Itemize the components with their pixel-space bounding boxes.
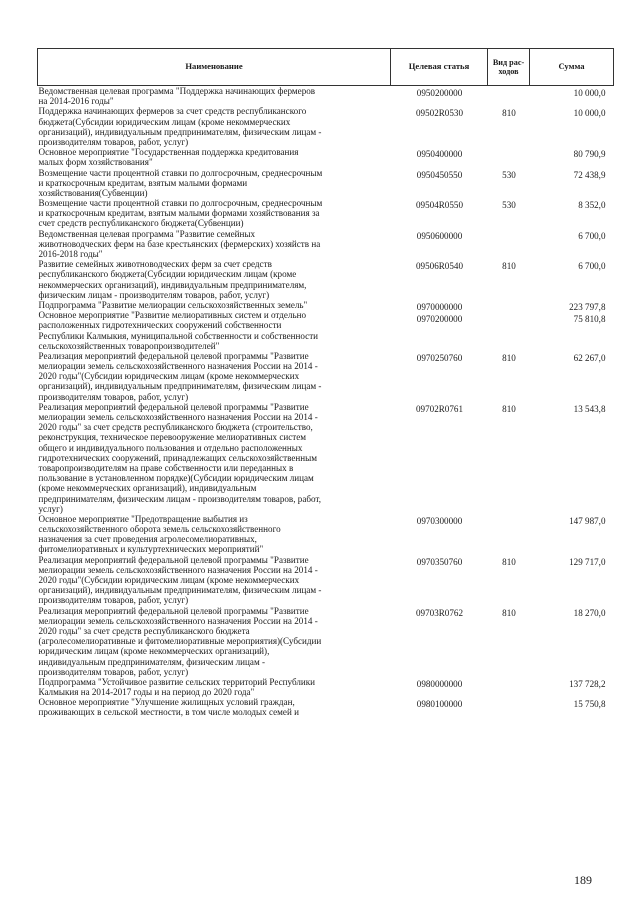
row-name-line: республиканского бюджета(Субсидии юридическим лицам (кроме — [38, 269, 297, 280]
table-header-row — [38, 49, 614, 86]
row-name-line: и краткосрочным кредитам, взятым малыми формами — [38, 177, 248, 188]
cell-kind — [488, 198, 530, 229]
row-sum: 8 352,0 — [578, 200, 606, 211]
cell-code — [391, 259, 488, 300]
row-name-line: бюджета(Субсидии юридическим лицам (кроме некоммерческих — [38, 116, 291, 127]
row-expense-type: 810 — [502, 607, 516, 618]
row-name-line: Подпрограмма "Развитие мелиорации сельскохозяйственных земель" — [38, 299, 308, 310]
table-row — [38, 606, 614, 677]
cell-kind — [488, 697, 530, 717]
row-target-article: 0950450550 — [416, 169, 463, 180]
row-name-line: Основное мероприятие "Улучшение жилищных условий граждан, — [38, 697, 295, 708]
row-name-line: Ведомственная целевая программа "Поддержка начинающих фермеров — [38, 86, 316, 96]
cell-sum — [530, 168, 614, 199]
table-row — [38, 677, 614, 697]
row-expense-type: 810 — [502, 108, 516, 119]
cell-sum — [530, 198, 614, 229]
cell-kind — [488, 168, 530, 199]
row-name-line: Реализация мероприятий федеральной целевой программы "Развитие — [38, 605, 309, 616]
cell-sum — [530, 259, 614, 300]
cell-code — [391, 555, 488, 606]
cell-code — [391, 606, 488, 677]
row-name-line: организаций), индивидуальным предпринимателям, физическим лицам - — [38, 585, 322, 596]
row-name-line: Подпрограмма "Устойчивое развитие сельских территорий Республики — [38, 676, 316, 687]
row-name-line: реконструкция, техническое перевооружение мелиоративных систем — [38, 432, 307, 443]
table-body — [38, 86, 614, 718]
row-name-line: индивидуальным предпринимателям, физическим лицам - — [38, 656, 266, 667]
row-sum: 6 700,0 — [578, 261, 606, 272]
cell-name — [38, 697, 391, 717]
row-target-article: 09702R0761 — [416, 403, 463, 414]
cell-name — [38, 677, 391, 697]
row-expense-type: 810 — [502, 403, 516, 414]
row-target-article: 09506R0540 — [416, 261, 463, 272]
row-name-line: организаций), индивидуальным предпринимателям, физическим лицам - — [38, 126, 322, 137]
row-name-line: хозяйствования(Субвенции) — [38, 187, 148, 198]
row-target-article: 0970300000 — [416, 515, 463, 526]
row-name-line: Основное мероприятие "Предотвращение выбытия из — [38, 513, 248, 524]
row-target-article: 0970000000 — [416, 301, 463, 312]
cell-name — [38, 229, 391, 260]
row-name-line: расположенных гидротехнических сооружений собственности — [38, 320, 282, 331]
cell-sum — [530, 147, 614, 167]
cell-name — [38, 300, 391, 351]
row-name-line: производителям товаров, работ, услуг) — [38, 391, 189, 402]
cell-sum — [530, 555, 614, 606]
cell-sum — [530, 697, 614, 717]
row-name-line: (кроме некоммерческих организаций), индивидуальным — [38, 483, 257, 494]
table-row — [38, 147, 614, 167]
cell-name — [38, 606, 391, 677]
cell-kind — [488, 555, 530, 606]
row-name-line: физическим лицам - производителям товаров, работ, услуг) — [38, 289, 270, 300]
row-name-line: Реализация мероприятий федеральной целевой программы "Развитие — [38, 350, 309, 361]
cell-kind — [488, 86, 530, 107]
row-name-line: Развитие семейных животноводческих ферм за счет средств — [38, 259, 272, 270]
row-name-line: общего и индивидуального пользования и отдельно расположенных — [38, 442, 303, 453]
table-row — [38, 697, 614, 717]
row-name-line: проживающих в сельской местности, в том числе молодых семей и — [38, 707, 299, 718]
cell-sum — [530, 514, 614, 555]
row-name-line: мелиорации земель сельскохозяйственного назначения России на 2014 - — [38, 361, 318, 372]
header-target-article: Целевая статья — [391, 49, 488, 86]
row-sum: 72 438,9 — [573, 169, 606, 180]
row-name-line: производителям товаров, работ, услуг) — [38, 595, 189, 606]
row-name-line: услуг) — [38, 503, 63, 514]
cell-name — [38, 106, 391, 147]
cell-code — [391, 697, 488, 717]
row-name-line: предпринимателям, физическим лицам - производителям товаров, работ, — [38, 493, 321, 504]
row-expense-type: 810 — [502, 352, 516, 363]
cell-sum — [530, 606, 614, 677]
cell-kind — [488, 514, 530, 555]
budget-table — [37, 48, 614, 718]
row-sum: 137 728,2 — [569, 678, 606, 689]
table-row — [38, 555, 614, 606]
table-row — [38, 86, 614, 107]
row-expense-type: 810 — [502, 556, 516, 567]
cell-kind — [488, 351, 530, 402]
cell-name — [38, 198, 391, 229]
cell-kind — [488, 229, 530, 260]
row-name-line: мелиорации земель сельскохозяйственного назначения России на 2014 - — [38, 564, 318, 575]
row-name-line: Основное мероприятие "Развитие мелиоративных систем и отдельно — [38, 310, 307, 321]
row-sum: 147 987,0 — [569, 515, 606, 526]
row-name-line: Реализация мероприятий федеральной целевой программы "Развитие — [38, 401, 309, 412]
cell-kind — [488, 677, 530, 697]
row-expense-type: 530 — [502, 200, 516, 211]
header-name: Наименование — [38, 49, 391, 86]
cell-kind — [488, 106, 530, 147]
row-name-line: 2020 годы" за счет средств республиканского бюджета — [38, 625, 250, 636]
row-target-article: 0970200000 — [416, 314, 463, 325]
row-name-line: юридическим лицам (кроме некоммерческих организаций), — [38, 646, 270, 657]
row-target-article: 09504R0550 — [416, 200, 463, 211]
row-name-line: мелиорации земель сельскохозяйственного назначения России на 2014 - — [38, 412, 318, 422]
table-row — [38, 168, 614, 199]
row-name-line: товаропроизводителям на праве собственности или переданных в — [38, 462, 294, 473]
cell-sum — [530, 106, 614, 147]
header-sum: Сумма — [530, 49, 614, 86]
cell-code — [391, 86, 488, 107]
cell-sum — [530, 300, 614, 351]
cell-sum — [530, 677, 614, 697]
row-sum: 10 000,0 — [573, 108, 606, 119]
row-name-line: некоммерческих организаций), индивидуальным предпринимателям, — [38, 279, 307, 290]
row-target-article: 0970350760 — [416, 556, 463, 567]
row-sum: 62 267,0 — [573, 352, 606, 363]
row-name-line: животноводческих ферм на базе крестьянских (фермерских) хозяйств на — [38, 238, 321, 249]
row-name-line: производителям товаров, работ, услуг) — [38, 666, 189, 677]
cell-name — [38, 259, 391, 300]
row-name-line: сельскохозяйственных товаропроизводителей" — [38, 340, 220, 351]
row-name-line: Республики Калмыкия, муниципальной собственности и собственности — [38, 330, 319, 341]
row-target-article: 09502R0530 — [416, 108, 463, 119]
row-sum: 15 750,8 — [573, 699, 606, 710]
row-sum: 129 717,0 — [569, 556, 606, 567]
cell-sum — [530, 402, 614, 514]
cell-code — [391, 198, 488, 229]
row-sum: 13 543,8 — [573, 403, 606, 414]
row-name-line: Ведомственная целевая программа "Развитие семейных — [38, 228, 255, 239]
row-name-line: организаций), индивидуальным предпринимателям, физическим лицам - — [38, 381, 322, 392]
row-name-line: (агролесомелиоративные и фитомелиоративные мероприятия)(Субсидии — [38, 636, 322, 647]
row-name-line: малых форм хозяйствования" — [38, 157, 153, 168]
row-sum: 6 700,0 — [578, 230, 606, 241]
cell-kind — [488, 606, 530, 677]
table-row — [38, 514, 614, 555]
table-row — [38, 229, 614, 260]
cell-kind — [488, 259, 530, 300]
row-target-article: 0980100000 — [416, 699, 463, 710]
row-target-article: 09703R0762 — [416, 607, 463, 618]
row-name-line: гидротехнических сооружений, принадлежащих сельскохозяйственным — [38, 452, 318, 463]
header-expense-type — [488, 49, 530, 86]
row-name-line: 2020 годы"(Субсидии юридическим лицам (кроме некоммерческих — [38, 371, 300, 382]
cell-code — [391, 677, 488, 697]
table-row — [38, 300, 614, 351]
cell-kind — [488, 300, 530, 351]
cell-code — [391, 147, 488, 167]
row-target-article: 0970250760 — [416, 352, 463, 363]
row-name-line: сельскохозяйственного оборота земель сельскохозяйственного — [38, 524, 281, 535]
row-name-line: назначения за счет проведения агролесомелиоративных, — [38, 534, 257, 545]
page-number: 189 — [574, 873, 592, 887]
cell-name — [38, 351, 391, 402]
cell-sum — [530, 229, 614, 260]
cell-sum — [530, 86, 614, 107]
row-expense-type: 530 — [502, 169, 516, 180]
row-target-article: 0950400000 — [416, 149, 463, 160]
cell-code — [391, 229, 488, 260]
row-sum: 18 270,0 — [573, 607, 606, 618]
table-row — [38, 402, 614, 514]
cell-code — [391, 300, 488, 351]
row-name-line: Возмещение части процентной ставки по долгосрочным, среднесрочным — [38, 167, 323, 178]
row-name-line: на 2014-2016 годы" — [38, 96, 114, 107]
table-row — [38, 106, 614, 147]
row-name-line: Основное мероприятие "Государственная поддержка кредитования — [38, 147, 299, 158]
table-row — [38, 198, 614, 229]
row-target-article: 0950200000 — [416, 88, 463, 98]
row-name-line: Поддержка начинающих фермеров за счет средств республиканского — [38, 106, 307, 117]
cell-code — [391, 402, 488, 514]
row-sum: 75 810,8 — [573, 314, 606, 325]
cell-code — [391, 168, 488, 199]
cell-kind — [488, 402, 530, 514]
row-sum: 80 790,9 — [573, 149, 606, 160]
row-expense-type: 810 — [502, 261, 516, 272]
cell-code — [391, 351, 488, 402]
row-name-line: 2016-2018 годы" — [38, 249, 103, 259]
cell-name — [38, 514, 391, 555]
cell-name — [38, 86, 391, 107]
row-name-line: фитомелиоративных и культуртехнических мероприятий" — [38, 544, 264, 555]
row-name-line: 2020 годы" за счет средств республиканского бюджета (строительство, — [38, 422, 313, 433]
cell-name — [38, 402, 391, 514]
cell-kind — [488, 147, 530, 167]
row-sum: 10 000,0 — [573, 88, 606, 98]
cell-code — [391, 106, 488, 147]
row-name-line: производителям товаров, работ, услуг) — [38, 136, 189, 147]
row-name-line: пользование в установленном порядке)(Субсидии юридическим лицам — [38, 473, 314, 484]
row-name-line: счет средств республиканского бюджета(Субвенции) — [38, 218, 244, 229]
row-name-line: Возмещение части процентной ставки по долгосрочным, среднесрочным — [38, 198, 323, 209]
row-name-line: 2020 годы"(Субсидии юридическим лицам (кроме некоммерческих — [38, 575, 300, 585]
row-name-line: и краткосрочным кредитам, взятым малыми формами хозяйствования за — [38, 208, 320, 219]
row-sum: 223 797,8 — [569, 301, 606, 312]
row-name-line: мелиорации земель сельскохозяйственного назначения России на 2014 - — [38, 615, 318, 626]
cell-code — [391, 514, 488, 555]
cell-name — [38, 147, 391, 167]
cell-name — [38, 555, 391, 606]
table-row — [38, 351, 614, 402]
header-expense-type-label: Вид рас- ходов — [492, 58, 525, 76]
row-target-article: 0980000000 — [416, 678, 463, 689]
row-name-line: Калмыкия на 2014-2017 годы и на период до 2020 года" — [38, 687, 255, 698]
table-row — [38, 259, 614, 300]
row-target-article: 0950600000 — [416, 230, 463, 241]
row-name-line: Реализация мероприятий федеральной целевой программы "Развитие — [38, 554, 309, 565]
cell-name — [38, 168, 391, 199]
cell-sum — [530, 351, 614, 402]
